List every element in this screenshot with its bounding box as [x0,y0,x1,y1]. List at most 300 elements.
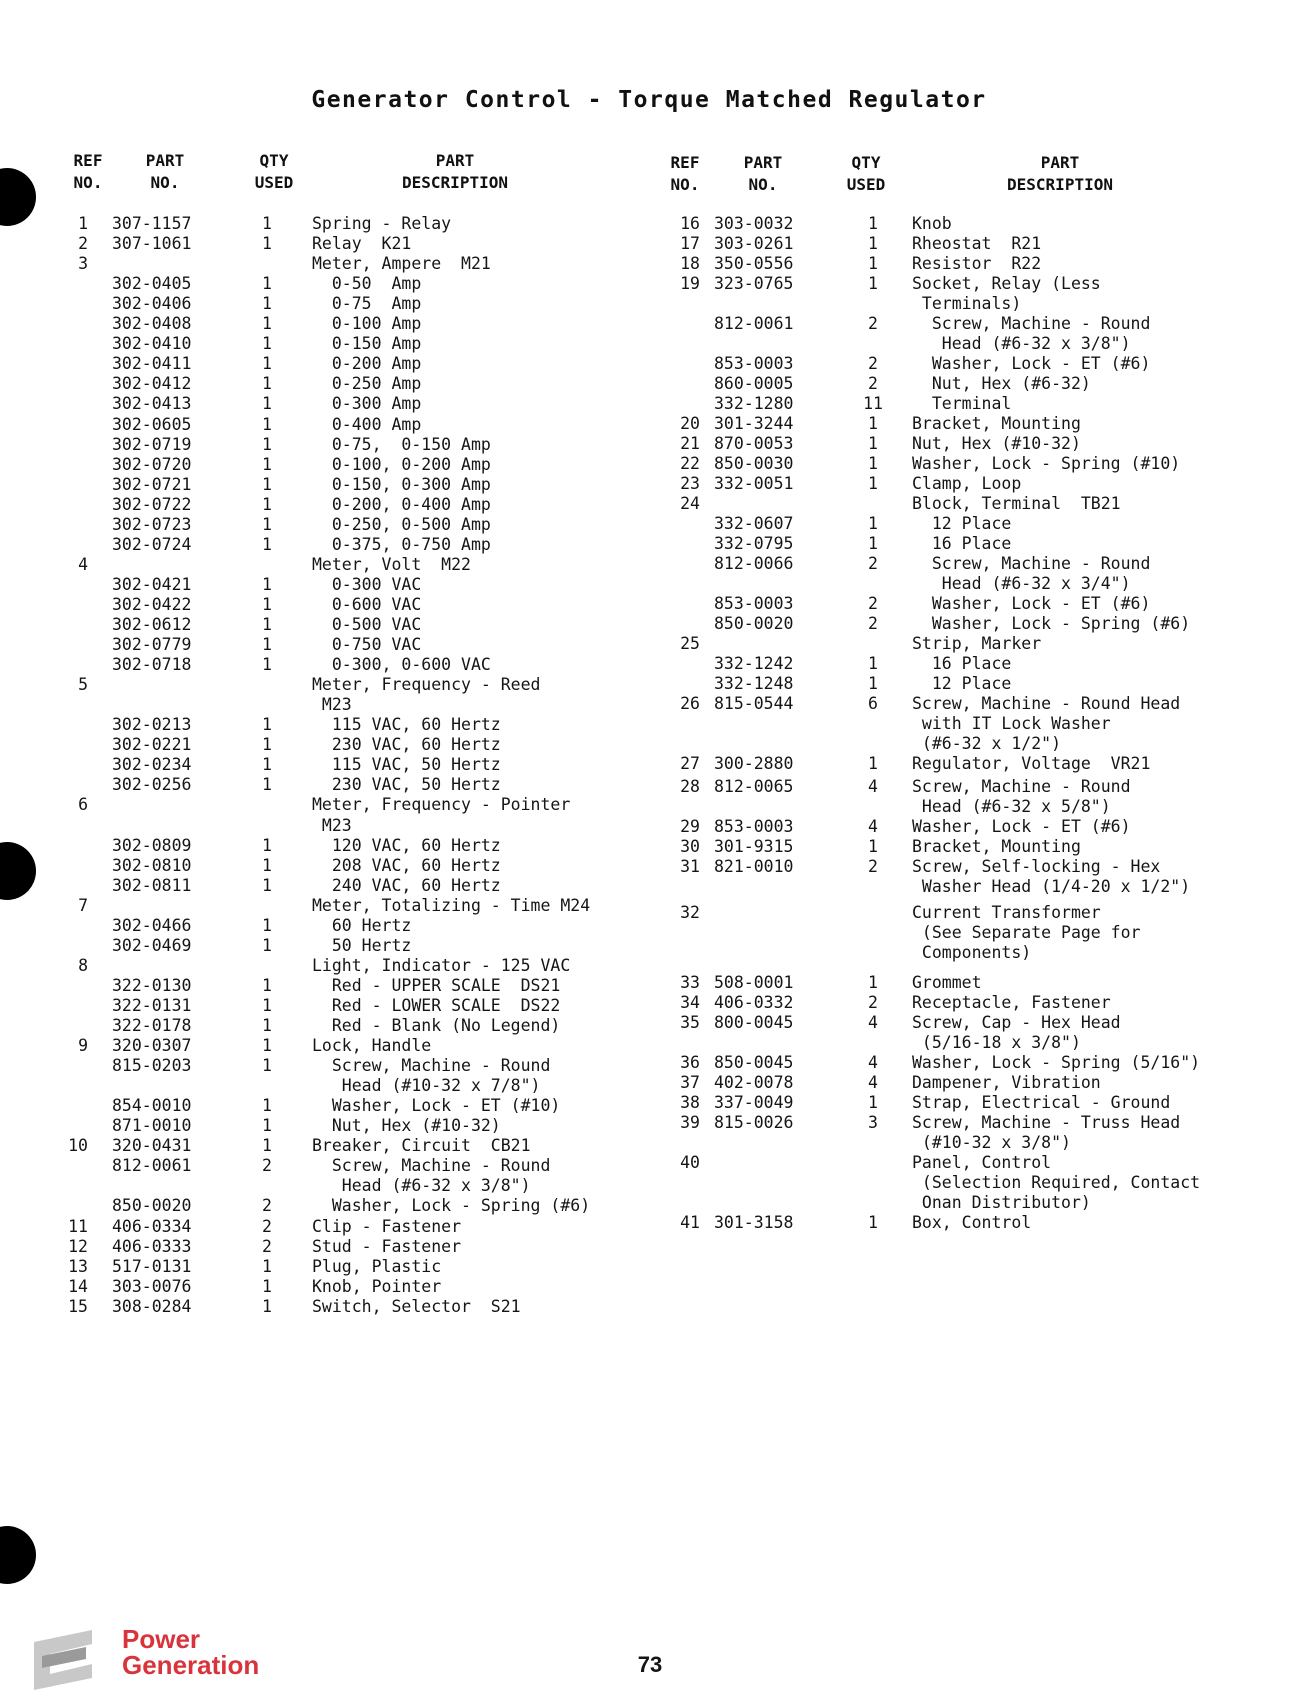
parts-row [640,534,1290,554]
left-header-qty: QTY USED [254,151,294,192]
ref-number: 3 [78,254,88,274]
part-number: 323-0765 [714,274,794,293]
quantity-used: 1 [868,414,878,433]
part-description: 50 Hertz [312,935,412,955]
part-description: 230 VAC, 50 Hertz [312,775,501,795]
parts-row [640,1213,1290,1233]
part-number: 850-0045 [714,1053,794,1072]
part-description: 16 Place [912,534,1012,553]
parts-row [640,837,1290,857]
right-header-ref: REF NO. [670,153,700,194]
parts-row [640,414,1290,434]
part-description: 0-150 Amp [312,334,422,354]
part-description: Screw, Machine - Round [912,314,1151,333]
part-number: 860-0005 [714,374,794,393]
quantity-used: 2 [262,1216,272,1236]
part-number: 302-0411 [112,354,192,374]
parts-row [0,254,640,274]
part-description: (#10-32 x 3/8") [912,1133,1071,1152]
quantity-used: 2 [868,993,878,1012]
part-description: Washer, Lock - ET (#10) [312,1096,561,1116]
parts-row [640,614,1290,634]
part-number: 302-0466 [112,915,192,935]
parts-row [640,394,1290,414]
part-description: Onan Distributor) [912,1193,1091,1212]
ref-number: 5 [78,675,88,695]
part-description: (5/16-18 x 3/8") [912,1033,1081,1052]
quantity-used: 4 [868,1013,878,1032]
part-description: Box, Control [912,1213,1032,1232]
quantity-used: 1 [262,875,272,895]
quantity-used: 1 [262,514,272,534]
quantity-used: 1 [868,454,878,473]
quantity-used: 2 [868,554,878,573]
ref-number: 32 [680,903,700,922]
part-number: 302-0422 [112,594,192,614]
quantity-used: 4 [868,1073,878,1092]
ref-number: 10 [68,1136,88,1156]
ref-number: 36 [680,1053,700,1072]
parts-row [640,1193,1290,1213]
quantity-used: 1 [262,234,272,254]
part-number: 508-0001 [714,973,794,992]
parts-row [640,857,1290,877]
quantity-used: 1 [262,855,272,875]
ref-number: 2 [78,234,88,254]
ref-number: 31 [680,857,700,876]
part-number: 854-0010 [112,1096,192,1116]
quantity-used: 1 [262,1276,272,1296]
part-number: 302-0405 [112,274,192,294]
part-description: Head (#10-32 x 7/8") [312,1076,541,1096]
part-number: 302-0718 [112,655,192,675]
quantity-used: 1 [262,1016,272,1035]
part-number: 332-0795 [714,534,794,553]
part-description: Washer Head (1/4-20 x 1/2") [912,877,1191,896]
part-description: Screw, Machine - Round [912,777,1131,796]
part-number: 302-0408 [112,314,192,334]
parts-row [640,634,1290,654]
parts-row [0,1076,640,1096]
part-description: Washer, Lock - Spring (#6) [312,1196,591,1216]
parts-row [0,1036,640,1056]
quantity-used: 1 [868,1213,878,1232]
part-description: 12 Place [912,674,1012,693]
part-number: 815-0026 [714,1113,794,1132]
quantity-used: 1 [262,615,272,634]
quantity-used: 1 [262,715,272,735]
parts-row [0,334,640,354]
part-description: Stud - Fastener [312,1236,462,1256]
parts-row [640,943,1290,963]
quantity-used: 1 [868,654,878,673]
parts-row [0,876,640,896]
quantity-used: 6 [868,694,878,713]
quantity-used: 1 [262,1296,272,1316]
parts-row [640,993,1290,1013]
part-description: Washer, Lock - Spring (#6) [912,614,1191,633]
quantity-used: 2 [868,857,878,876]
parts-row [0,856,640,876]
parts-row [0,455,640,475]
quantity-used: 1 [868,234,878,253]
part-number: 302-0721 [112,474,192,494]
part-number: 302-0213 [112,715,192,735]
ref-number: 22 [680,454,700,473]
part-number: 302-0421 [112,574,192,594]
parts-row [640,1093,1290,1113]
parts-row [0,755,640,775]
ref-number: 21 [680,434,700,453]
part-description: 0-300 Amp [312,394,422,414]
parts-row [0,415,640,435]
parts-row [0,675,640,695]
quantity-used: 1 [262,354,272,374]
quantity-used: 2 [262,1156,272,1176]
parts-row [0,1297,640,1317]
quantity-used: 2 [868,354,878,373]
part-description: 0-750 VAC [312,635,422,655]
ref-number: 41 [680,1213,700,1232]
parts-row [0,956,640,976]
part-description: Washer, Lock - Spring (#10) [912,454,1181,473]
parts-row [640,1133,1290,1153]
part-number: 332-0607 [714,514,794,533]
quantity-used: 1 [262,314,272,334]
parts-row [0,274,640,294]
parts-row [0,1116,640,1136]
quantity-used: 4 [868,777,878,796]
part-number: 302-0406 [112,294,192,314]
quantity-used: 1 [262,334,272,354]
part-number: 402-0078 [714,1073,794,1092]
quantity-used: 2 [262,1196,272,1216]
part-description: M23 [312,815,352,835]
part-description: Strip, Marker [912,634,1042,653]
parts-row [640,434,1290,454]
part-description: Relay K21 [312,234,412,254]
parts-row [0,354,640,374]
quantity-used: 1 [262,775,272,795]
parts-row [0,495,640,515]
part-description: Bracket, Mounting [912,837,1081,856]
quantity-used: 1 [868,434,878,453]
parts-row [0,475,640,495]
part-number: 332-0051 [714,474,794,493]
parts-row [640,594,1290,614]
quantity-used: 1 [868,837,878,856]
parts-row [0,314,640,334]
part-number: 302-0722 [112,494,192,514]
parts-row [0,1096,640,1116]
parts-row [0,394,640,414]
part-number: 517-0131 [112,1256,192,1276]
left-header-part: PART NO. [145,151,185,192]
parts-row [0,1156,640,1176]
part-description: Screw, Cap - Hex Head [912,1013,1121,1032]
right-header-qty: QTY USED [846,153,886,194]
parts-row [0,795,640,815]
part-description: Plug, Plastic [312,1256,442,1276]
part-number: 332-1280 [714,394,794,413]
part-number: 302-0720 [112,454,192,474]
part-description: Lock, Handle [312,1036,432,1056]
part-number: 812-0061 [714,314,794,333]
quantity-used: 1 [868,214,878,233]
part-description: Current Transformer [912,903,1101,922]
part-description: Nut, Hex (#10-32) [912,434,1081,453]
ref-number: 17 [680,234,700,253]
left-parts-list [0,214,640,1314]
ref-number: 9 [78,1036,88,1056]
part-number: 853-0003 [714,594,794,613]
part-description: 240 VAC, 60 Hertz [312,875,501,895]
part-number: 301-3158 [714,1213,794,1232]
part-description: Switch, Selector S21 [312,1296,521,1316]
part-description: (#6-32 x 1/2") [912,734,1062,753]
part-description: Screw, Machine - Truss Head [912,1113,1181,1132]
part-description: Light, Indicator - 125 VAC [312,955,571,975]
part-description: 60 Hertz [312,915,412,935]
part-description: Clip - Fastener [312,1216,462,1236]
part-description: Meter, Frequency - Pointer [312,795,571,815]
part-number: 320-0307 [112,1036,192,1056]
ref-number: 6 [78,795,88,815]
ref-number: 30 [680,837,700,856]
part-description: Breaker, Circuit CB21 [312,1136,531,1156]
part-description: 115 VAC, 50 Hertz [312,755,501,775]
parts-row [640,494,1290,514]
part-number: 300-2880 [714,754,794,773]
part-number: 301-3244 [714,414,794,433]
quantity-used: 1 [262,434,272,454]
part-description: Meter, Volt M22 [312,554,471,574]
part-description: Socket, Relay (Less [912,274,1101,293]
parts-row [640,754,1290,774]
ref-number: 29 [680,817,700,836]
brand-line-generation: Generation [122,1650,260,1680]
quantity-used: 1 [262,1056,272,1076]
part-description: Head (#6-32 x 3/8") [912,334,1131,353]
part-number: 800-0045 [714,1013,794,1032]
ref-number: 23 [680,474,700,493]
part-description: Knob, Pointer [312,1276,442,1296]
part-description: Washer, Lock - Spring (5/16") [912,1053,1201,1072]
parts-row [0,1257,640,1277]
part-description: Red - UPPER SCALE DS21 [312,975,561,995]
part-description: Regulator, Voltage VR21 [912,754,1151,773]
part-description: Head (#6-32 x 3/4") [912,574,1131,593]
quantity-used: 1 [262,374,272,394]
part-description: Red - Blank (No Legend) [312,1016,561,1035]
parts-row [640,1113,1290,1133]
quantity-used: 1 [868,474,878,493]
part-description: Washer, Lock - ET (#6) [912,817,1131,836]
left-header-desc: PART DESCRIPTION [402,151,508,192]
part-number: 350-0556 [714,254,794,273]
part-description: Grommet [912,973,982,992]
parts-row [0,1016,640,1036]
ref-number: 7 [78,895,88,915]
ref-number: 18 [680,254,700,273]
cummins-logo-icon [28,1628,108,1696]
part-description: 12 Place [912,514,1012,533]
ref-number: 4 [78,554,88,574]
ref-number: 27 [680,754,700,773]
right-header-part: PART NO. [743,153,783,194]
part-number: 332-1242 [714,654,794,673]
parts-row [0,836,640,856]
right-parts-list [640,214,1290,1314]
parts-row [0,916,640,936]
quantity-used: 1 [262,1256,272,1276]
part-number: 812-0061 [112,1156,192,1176]
part-description: Red - LOWER SCALE DS22 [312,995,561,1015]
parts-row [640,923,1290,943]
ref-number: 1 [78,214,88,233]
part-number: 302-0410 [112,334,192,354]
quantity-used: 1 [262,935,272,955]
quantity-used: 1 [262,635,272,655]
part-description: Nut, Hex (#6-32) [912,374,1091,393]
parts-row [640,574,1290,594]
quantity-used: 1 [262,1096,272,1116]
page-number: 73 [637,1652,663,1677]
brand-line-power: Power [122,1624,201,1654]
parts-row [640,254,1290,274]
parts-row [640,1153,1290,1173]
part-description: 0-250, 0-500 Amp [312,514,491,534]
part-description: 230 VAC, 60 Hertz [312,735,501,755]
parts-row [640,734,1290,754]
parts-row [640,314,1290,334]
parts-row [0,294,640,314]
part-description: Strap, Electrical - Ground [912,1093,1171,1112]
ref-number: 37 [680,1073,700,1092]
part-number: 853-0003 [714,354,794,373]
parts-row [0,695,640,715]
parts-row [0,896,640,916]
quantity-used: 1 [262,594,272,614]
part-number: 302-0809 [112,835,192,855]
part-number: 302-0469 [112,935,192,955]
parts-row [0,595,640,615]
parts-row [640,1173,1290,1193]
parts-row [640,1033,1290,1053]
ref-number: 39 [680,1113,700,1132]
part-number: 322-0130 [112,975,192,995]
part-description: Screw, Machine - Round [912,554,1151,573]
part-description: Screw, Machine - Round [312,1156,551,1176]
parts-row [0,936,640,956]
quantity-used: 1 [262,494,272,514]
quantity-used: 1 [262,835,272,855]
part-description: Meter, Totalizing - Time M24 [312,895,591,915]
part-description: 0-75 Amp [312,294,422,314]
part-description: 115 VAC, 60 Hertz [312,715,501,735]
part-description: 0-100 Amp [312,314,422,334]
ref-number: 8 [78,955,88,975]
parts-row [640,714,1290,734]
ref-number: 24 [680,494,700,513]
part-number: 302-0412 [112,374,192,394]
ref-number: 26 [680,694,700,713]
parts-row [640,514,1290,534]
parts-row [640,1053,1290,1073]
part-description: M23 [312,695,352,715]
part-description: 0-375, 0-750 Amp [312,534,491,554]
quantity-used: 3 [868,1113,878,1132]
parts-row [640,674,1290,694]
parts-row [0,655,640,675]
part-number: 332-1248 [714,674,794,693]
parts-row [640,903,1290,923]
part-number: 815-0203 [112,1056,192,1076]
part-number: 853-0003 [714,817,794,836]
ref-number: 19 [680,274,700,293]
parts-row [0,635,640,655]
ref-number: 20 [680,414,700,433]
ref-number: 28 [680,777,700,796]
part-number: 871-0010 [112,1116,192,1136]
ref-number: 15 [68,1296,88,1316]
quantity-used: 1 [868,674,878,693]
quantity-used: 1 [868,514,878,533]
part-number: 302-0724 [112,534,192,554]
parts-row [640,274,1290,294]
punch-hole-bottom [0,1526,36,1584]
parts-row [0,1217,640,1237]
ref-number: 38 [680,1093,700,1112]
part-number: 302-0719 [112,434,192,454]
part-description: 0-150, 0-300 Amp [312,474,491,494]
part-description: Washer, Lock - ET (#6) [912,594,1151,613]
parts-row [0,996,640,1016]
parts-row [0,1196,640,1216]
parts-row [640,694,1290,714]
right-header-desc: PART DESCRIPTION [1007,153,1113,194]
part-description: Components) [912,943,1032,962]
quantity-used: 2 [262,1236,272,1256]
ref-number: 33 [680,973,700,992]
parts-row [0,735,640,755]
part-description: Block, Terminal TB21 [912,494,1121,513]
quantity-used: 1 [868,254,878,273]
quantity-used: 1 [262,735,272,755]
part-number: 815-0544 [714,694,794,713]
parts-row [0,816,640,836]
quantity-used: 2 [868,614,878,633]
part-description: Clamp, Loop [912,474,1022,493]
quantity-used: 2 [868,374,878,393]
part-number: 302-0612 [112,615,192,634]
part-number: 302-0723 [112,514,192,534]
part-number: 850-0020 [714,614,794,633]
parts-row [640,554,1290,574]
part-number: 302-0779 [112,635,192,655]
quantity-used: 1 [262,1036,272,1056]
part-description: Meter, Ampere M21 [312,254,491,274]
parts-row [640,817,1290,837]
part-number: 302-0221 [112,735,192,755]
parts-row [640,474,1290,494]
part-description: 0-100, 0-200 Amp [312,454,491,474]
quantity-used: 1 [262,995,272,1015]
quantity-used: 1 [868,534,878,553]
parts-row [640,294,1290,314]
part-number: 302-0256 [112,775,192,795]
part-description: Panel, Control [912,1153,1052,1172]
